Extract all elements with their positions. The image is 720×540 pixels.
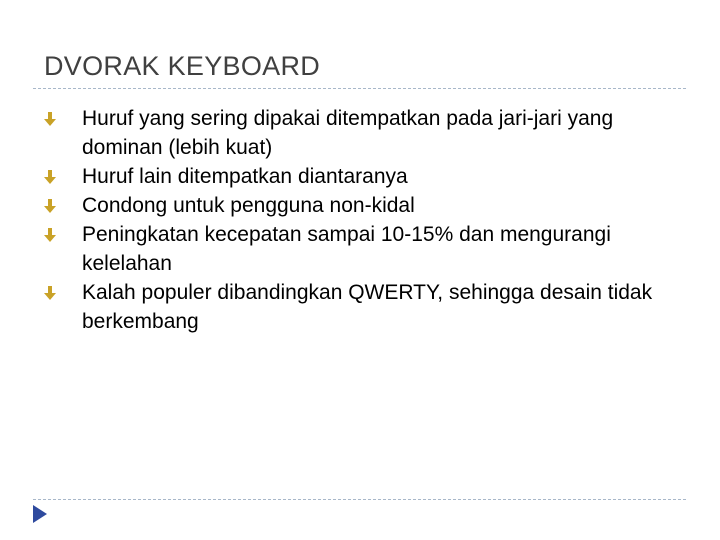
bullet-item	[44, 162, 694, 191]
bullet-item	[44, 220, 694, 278]
bullet-list	[44, 104, 694, 336]
arrow-down-icon	[44, 112, 56, 126]
bullet-item	[44, 104, 694, 162]
bullet-text: Peningkatan kecepatan sampai 10-15% dan mengurangi kelelahan	[82, 223, 611, 275]
bullet-text: Huruf yang sering dipakai ditempatkan pada jari-jari yang dominan (lebih kuat)	[82, 107, 614, 159]
footer-divider	[33, 499, 686, 500]
bullet-text: Huruf lain ditempatkan diantaranya	[82, 165, 408, 188]
bullet-text: Condong untuk pengguna non-kidal	[82, 194, 415, 217]
arrow-down-icon	[44, 228, 56, 242]
arrow-down-icon	[44, 286, 56, 300]
title-divider	[33, 88, 686, 89]
arrow-down-icon	[44, 170, 56, 184]
slide-title: DVORAK KEYBOARD	[44, 51, 321, 81]
bullet-item	[44, 191, 694, 220]
bullet-item	[44, 278, 694, 336]
arrow-down-icon	[44, 199, 56, 213]
bullet-text: Kalah populer dibandingkan QWERTY, sehingga desain tidak berkembang	[82, 281, 653, 333]
play-arrow-icon[interactable]	[33, 505, 47, 523]
